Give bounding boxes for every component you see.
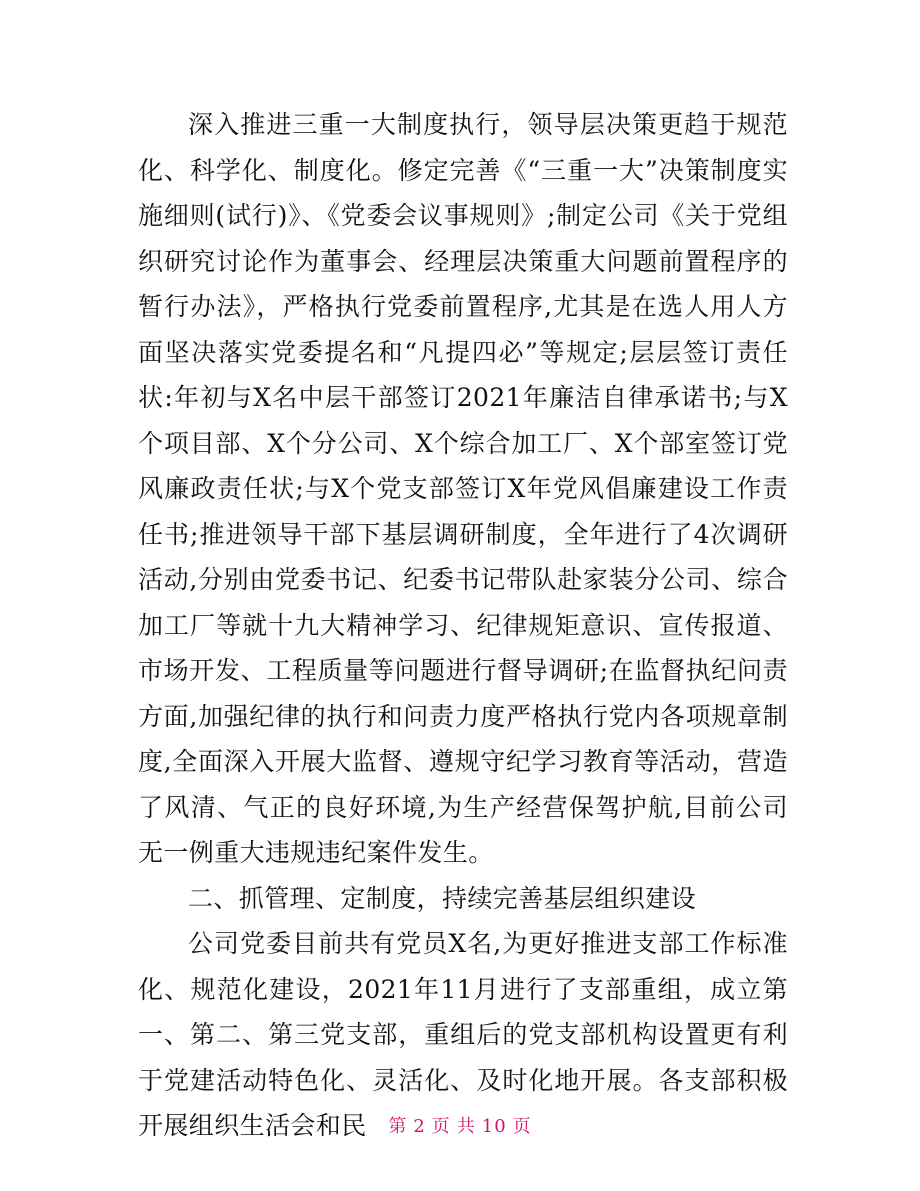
footer-total-word: 共 — [456, 1116, 476, 1137]
paragraph-1: 深入推进三重一大制度执行，领导层决策更趋于规范化、科学化、制度化。修定完善《“三重一大”决策制度实施细则(试行)》、《党委会议事规则》;制定公司《关于党组织研究讨论作为董事会、经理层决策重大问题前置程序的暂行办法》，严格执行党委前置程序,尤其是在选人用人方面坚决落实党委提名和“凡提四必”等规定;层层签订责任状:年初与X名中层干部签订2021年廉洁自律承诺书;与X个项目部、X个分公司、X个综合加工厂、X个部室签订党风廉政责任状;与X个党支部签订X年党风倡廉建设工作责任书;推进领导干部下基层调研制度，全年进行了4次调研活动,分别由党委书记、纪委书记带队赴家装分公司、综合加工厂等就十九大精神学习、纪律规矩意识、宣传报道、市场开发、工程质量等问题进行督导调研;在监督执纪问责方面,加强纪律的执行和问责力度严格执行党内各项规章制度,全面深入开展大监督、遵规守纪学习教育等活动，营造了风清、气正的良好环境,为生产经营保驾护航,目前公司无一例重大违规违纪案件发生。 — [138, 110, 788, 867]
footer-current-page: 2 — [413, 1116, 426, 1137]
document-body — [138, 102, 788, 1149]
footer-prefix: 第 — [388, 1116, 408, 1137]
footer-suffix: 页 — [512, 1116, 532, 1137]
page-footer — [0, 1112, 920, 1138]
section-heading: 二、抓管理、定制度，持续完善基层组织建设 — [188, 883, 697, 913]
paragraph-2: 公司党委目前共有党员X名,为更好推进支部工作标准化、规范化建设，2021年11月进行了支部重组，成立第一、第二、第三党支部，重组后的党支部机构设置更有利于党建活动特色化、灵活化、及时化地开展。各支部积极开展组织生活会和民 — [138, 929, 788, 1140]
footer-total-pages: 10 — [481, 1116, 507, 1137]
footer-page-word: 页 — [431, 1116, 451, 1137]
